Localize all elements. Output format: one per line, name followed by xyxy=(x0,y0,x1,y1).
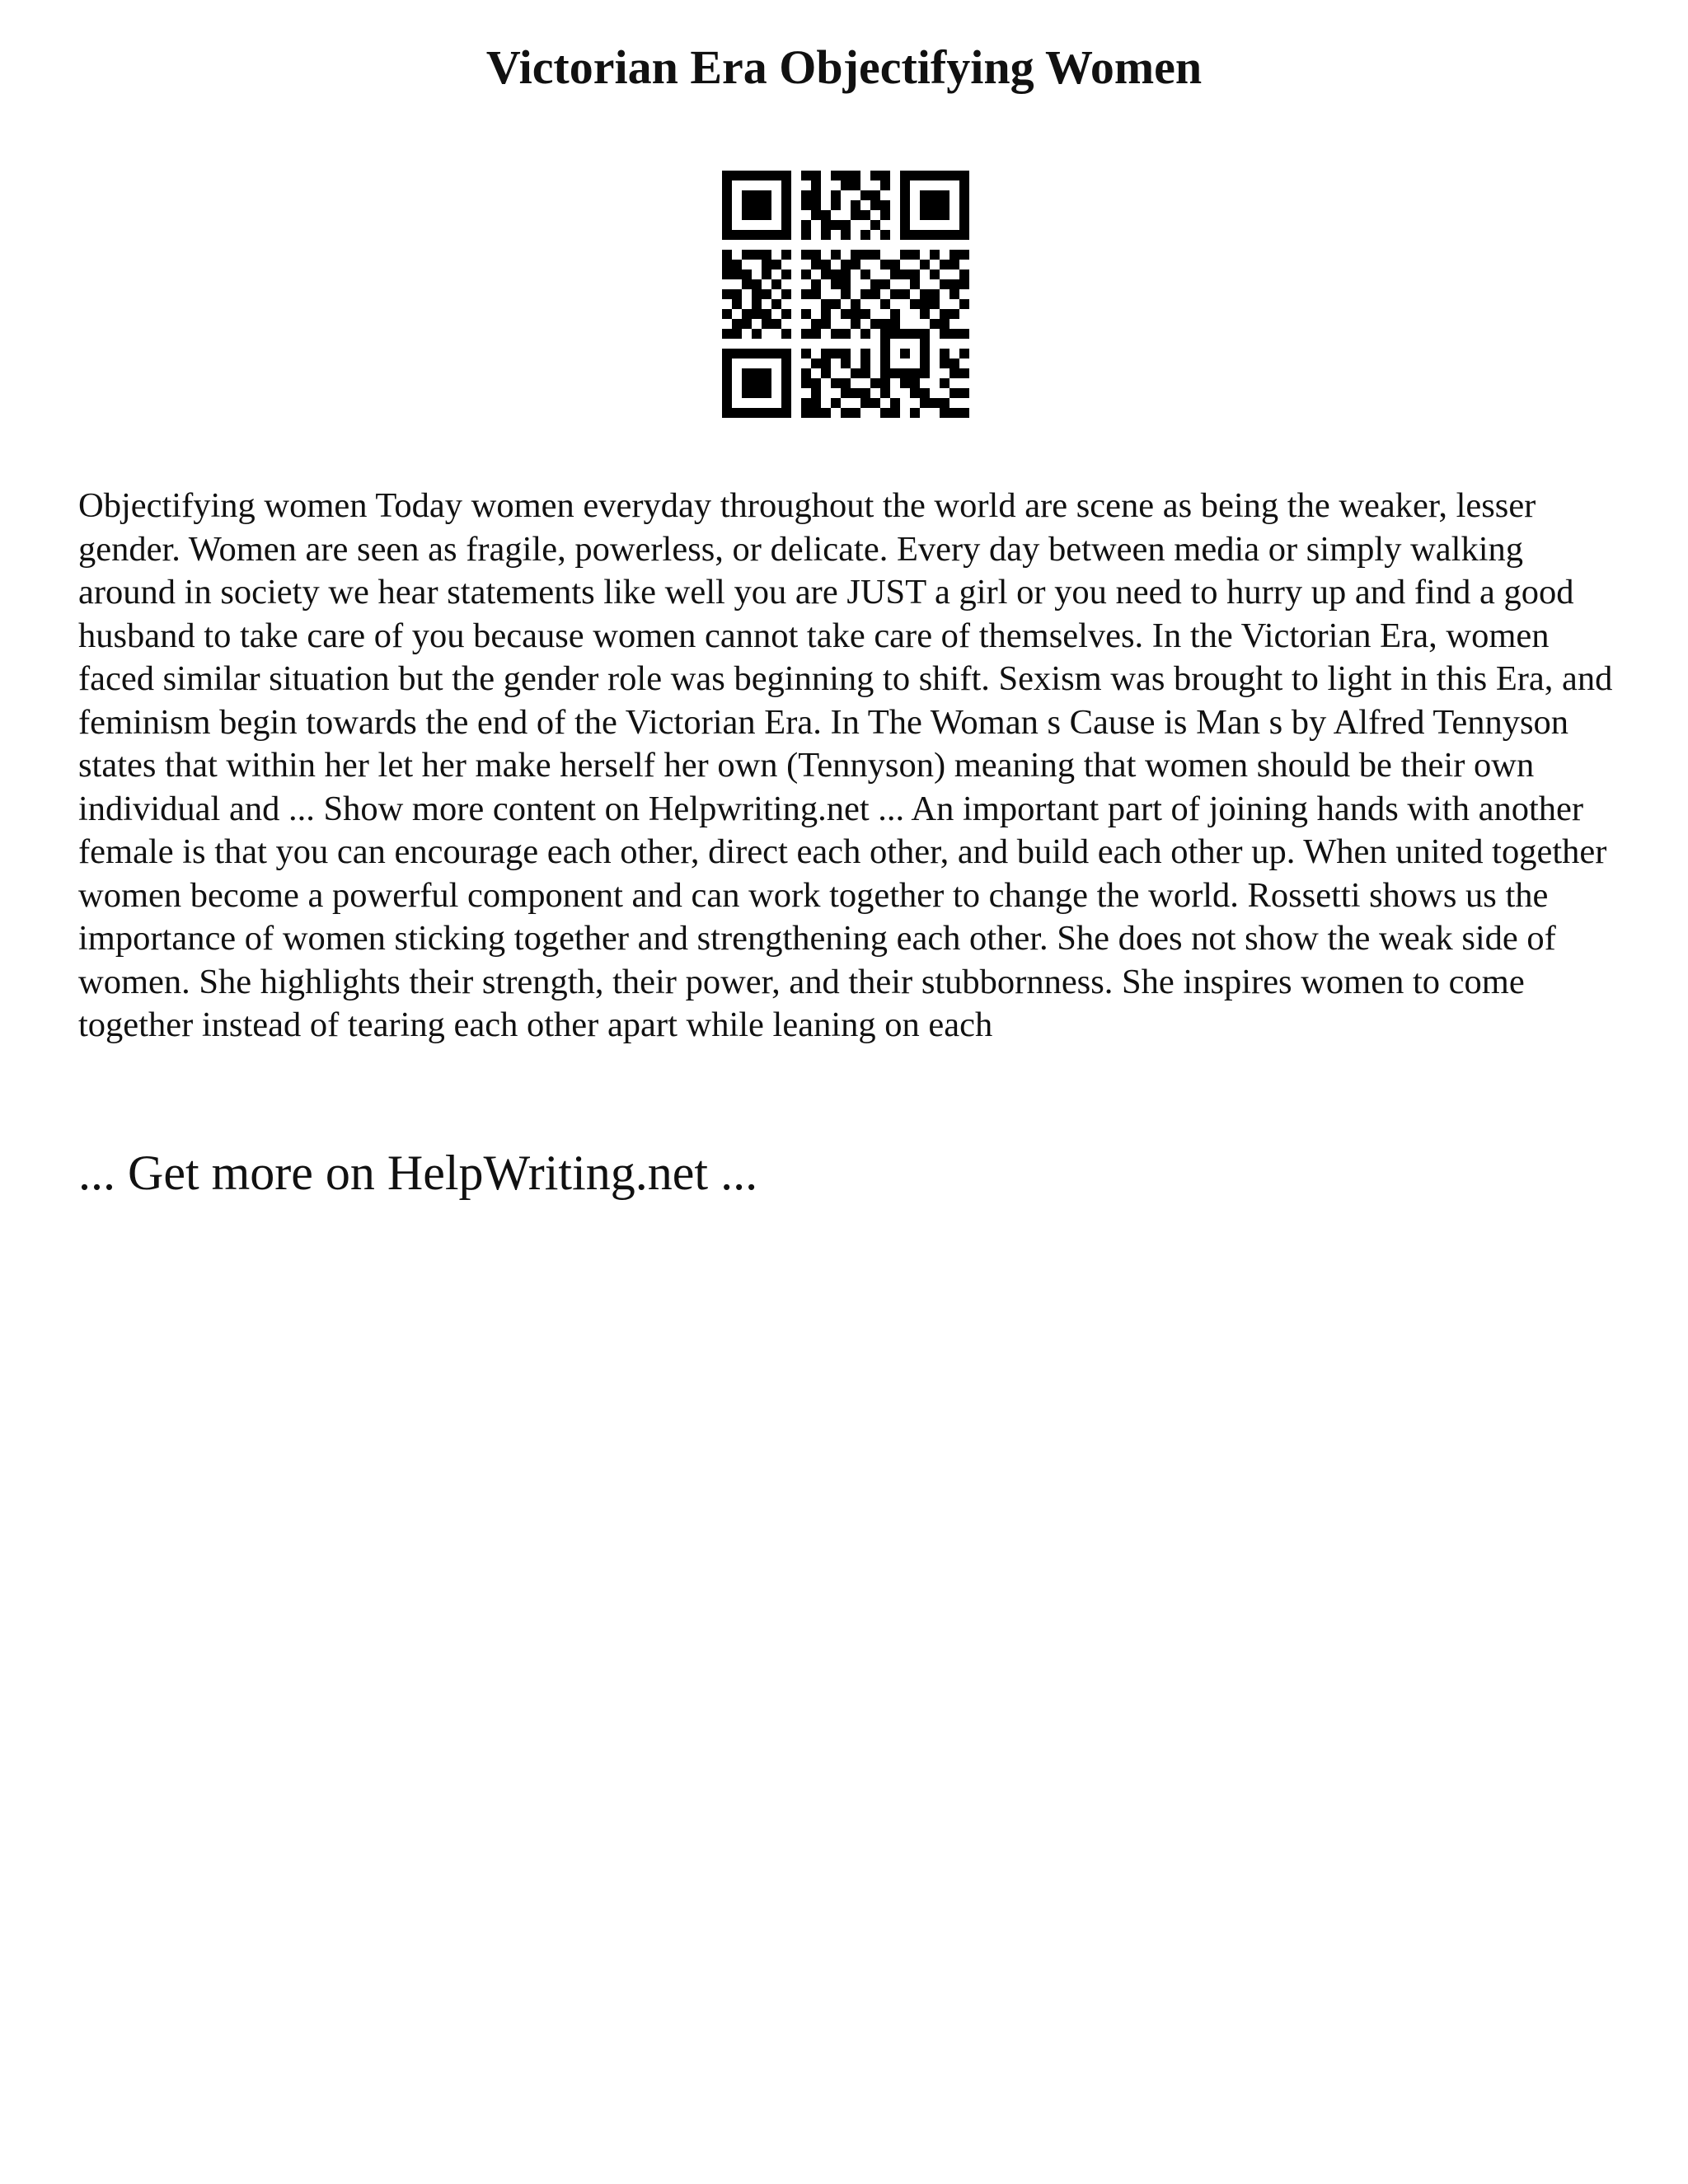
qr-code-icon xyxy=(722,171,969,418)
get-more-link[interactable]: ... Get more on HelpWriting.net ... xyxy=(78,1146,758,1200)
body-paragraph: Objectifying women Today women everyday throughout the world are scene as being the weaker, lesser gender. Women are seen as fragile, powerless, or delicate. Every day between media or simply walking around in society we hear statements like well you are JUST a girl or you need to hurry up and find a good husband to take care of you because women cannot take care of themselves. In the Victorian Era, women faced similar situation but the gender role was beginning to shift. Sexism was brought to light in this Era, and feminism begin towards the end of the Victorian Era. In The Woman s Cause is Man s by Alfred Tennyson states that within her let her make herself her own (Tennyson) meaning that women should be their own individual and ... Show more content on Helpwriting.net ... An important part of joining hands with another female is that you can encourage each other, direct each other, and build each other up. When united together women become a powerful component and can work together to change the world. Rossetti shows us the importance of women sticking together and strengthening each other. She does not show the weak side of women. She highlights their strength, their power, and their stubbornness. She inspires women to come together instead of tearing each other apart while leaning on each xyxy=(78,486,1613,1044)
qr-code xyxy=(722,171,969,418)
page-title: Victorian Era Objectifying Women xyxy=(485,40,1203,94)
